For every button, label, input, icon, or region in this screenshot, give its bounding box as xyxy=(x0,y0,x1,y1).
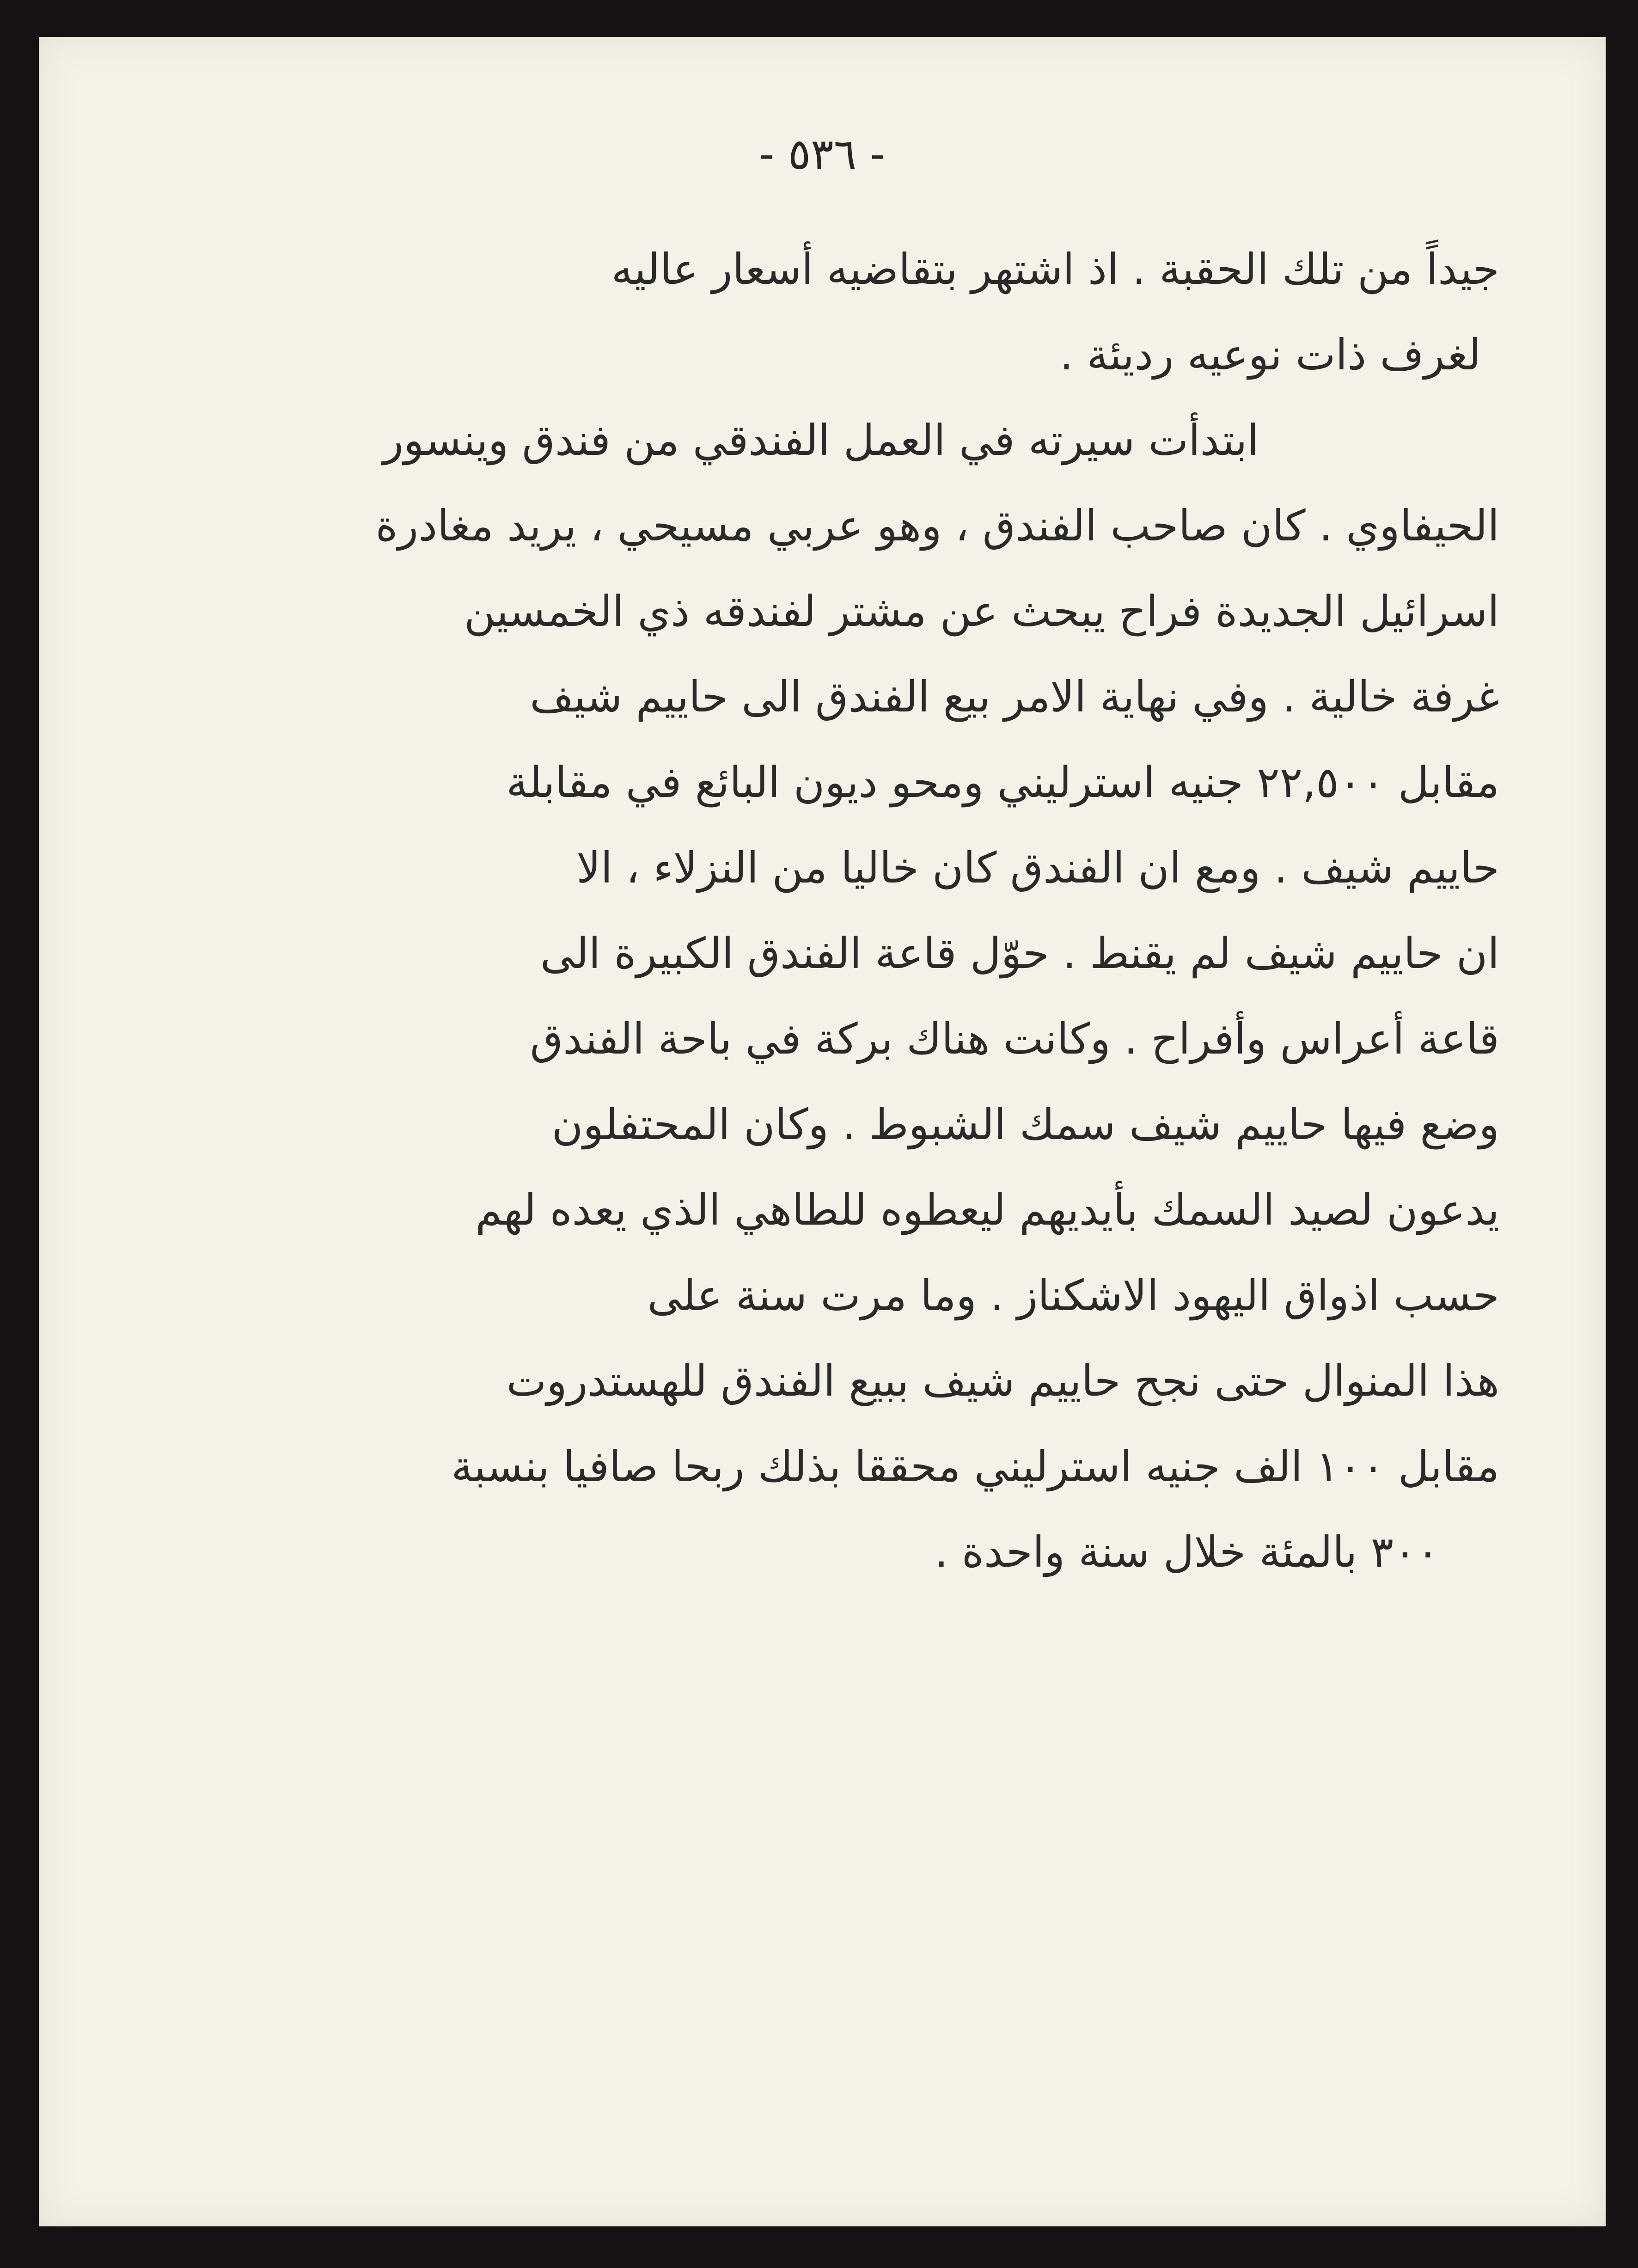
text-line: مقابل ٢٢,٥٠٠ جنيه استرليني ومحو ديون البائع في مقابلة xyxy=(506,758,1499,807)
text-line: يدعون لصيد السمك بأيديهم ليعطوه للطاهي الذي يعده لهم xyxy=(475,1185,1499,1235)
text-line: مقابل ١٠٠ الف جنيه استرليني محققا بذلك ربحا صافيا بنسبة xyxy=(451,1442,1499,1491)
text-line: هذا المنوال حتى نجح حاييم شيف ببيع الفندق للهستدروت xyxy=(506,1356,1499,1406)
text-line: حاييم شيف . ومع ان الفندق كان خاليا من النزلاء ، الا xyxy=(576,843,1499,893)
text-line: جيداً من تلك الحقبة . اذ اشتهر بتقاضيه أسعار عاليه xyxy=(611,245,1499,294)
text-line: لغرف ذات نوعيه رديئة . xyxy=(1059,330,1481,380)
text-line: ان حاييم شيف لم يقنط . حوّل قاعة الفندق الكبيرة الى xyxy=(540,929,1499,978)
text-line: غرفة خالية . وفي نهاية الامر بيع الفندق الى حاييم شيف xyxy=(530,672,1499,722)
text-line: قاعة أعراس وأفراح . وكانت هناك بركة في باحة الفندق xyxy=(530,1014,1499,1064)
text-line: ٣٠٠ بالمئة خلال سنة واحدة . xyxy=(935,1527,1439,1577)
manuscript-page xyxy=(39,37,1606,2226)
text-line: اسرائيل الجديدة فراح يبحث عن مشتر لفندقه ذي الخمسين xyxy=(464,587,1499,636)
text-line: وضع فيها حاييم شيف سمك الشبوط . وكان المحتفلون xyxy=(551,1100,1499,1149)
handwritten-text-block xyxy=(145,227,1499,1595)
text-line: حسب اذواق اليهود الاشكناز . وما مرت سنة على xyxy=(647,1271,1499,1320)
text-line: ابتدأت سيرته في العمل الفندقي من فندق وينسور xyxy=(383,416,1259,465)
page-number: - ٥٣٦ - xyxy=(759,129,886,179)
text-line: الحيفاوي . كان صاحب الفندق ، وهو عربي مسيحي ، يريد مغادرة xyxy=(375,501,1499,551)
